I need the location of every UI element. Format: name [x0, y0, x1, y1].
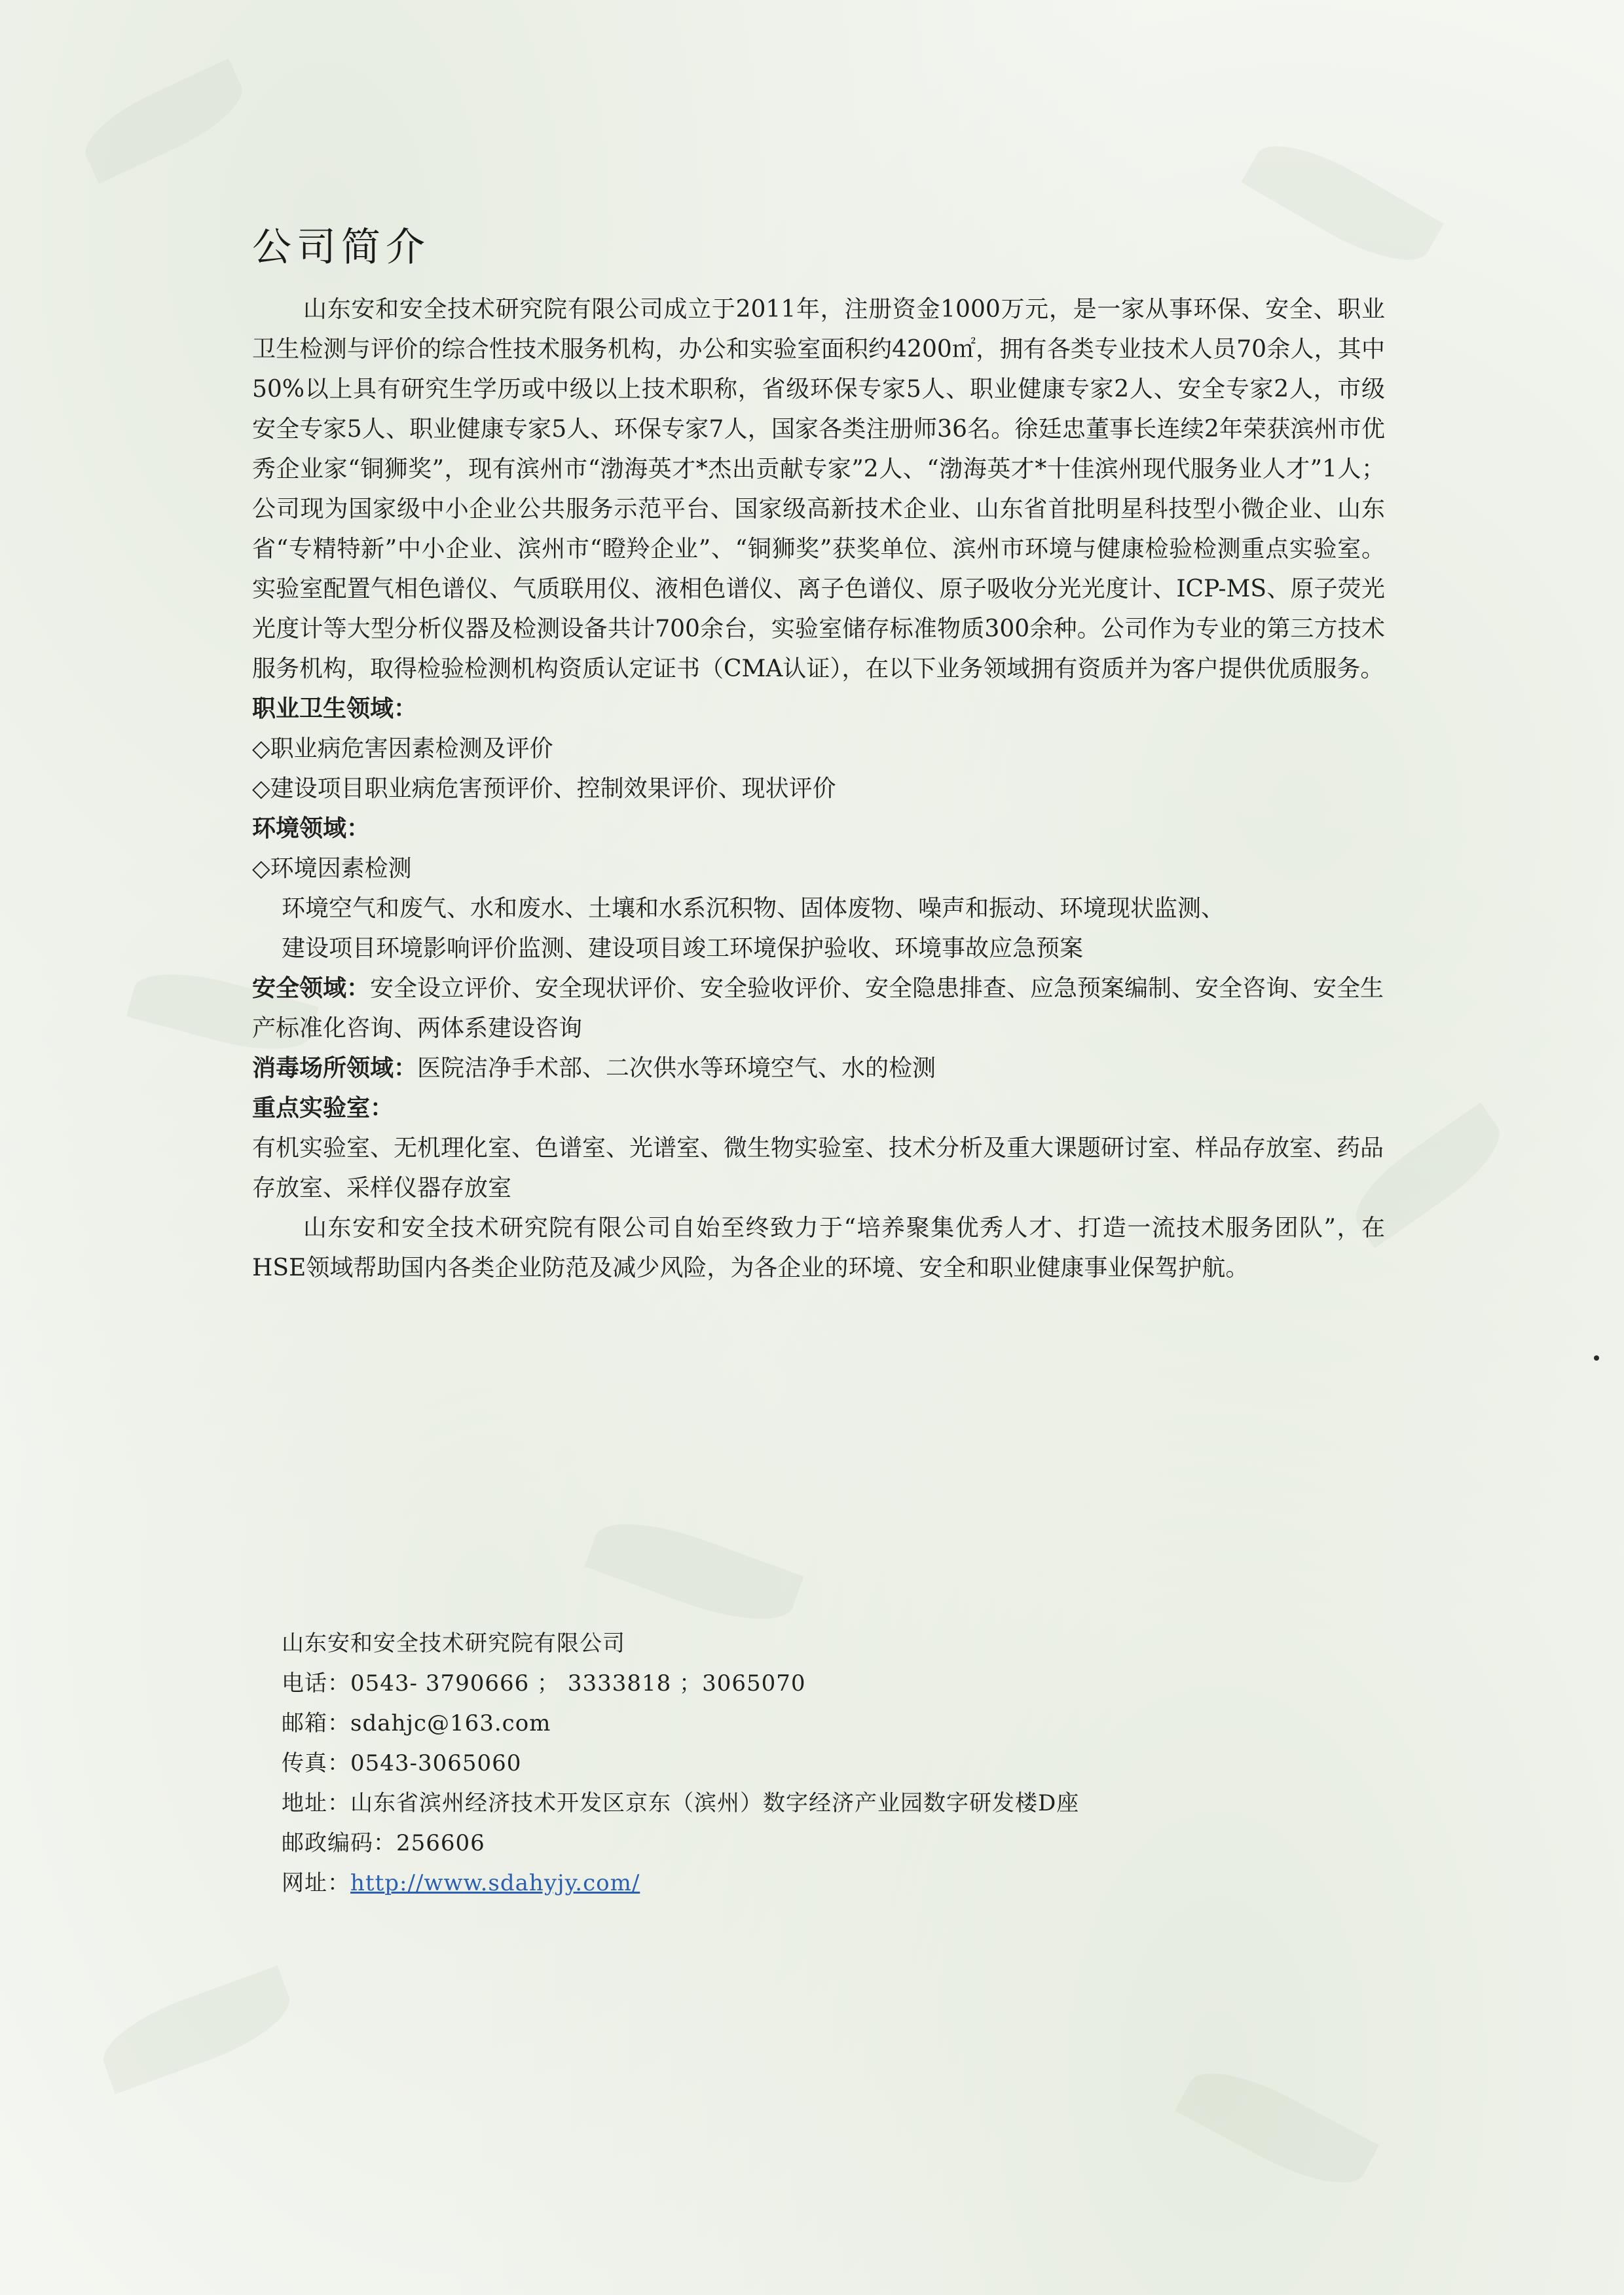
occupational-heading: 职业卫生领域：	[252, 695, 418, 722]
contact-phone: 电话：0543- 3790666 ； 3333818 ；3065070	[282, 1670, 806, 1697]
safety-section	[252, 968, 1385, 1048]
contact-email: 邮箱：sdahjc@163.com	[282, 1710, 551, 1736]
environment-detail: 环境空气和废气、水和废水、土壤和水系沉积物、固体废物、噪声和振动、环境现状监测、	[282, 895, 1225, 922]
labs-text: 有机实验室、无机理化室、色谱室、光谱室、微生物实验室、技术分析及重大课题研讨室、样品存放室、药品存放室、采样仪器存放室	[252, 1135, 1384, 1202]
contact-website	[282, 1864, 1395, 1903]
environment-detail: 建设项目环境影响评价监测、建设项目竣工环境保护验收、环境事故应急预案	[282, 935, 1084, 962]
scan-dot-mark	[1594, 1355, 1599, 1361]
website-link[interactable]: http://www.sdahyjy.com/	[350, 1870, 640, 1896]
website-label: 网址：	[282, 1870, 350, 1896]
safety-text: 安全设立评价、安全现状评价、安全验收评价、安全隐患排查、应急预案编制、安全咨询、安全生产标准化咨询、两体系建设咨询	[252, 975, 1384, 1042]
contact-block	[282, 1624, 1395, 1903]
closing-paragraph: 山东安和安全技术研究院有限公司自始至终致力于“培养聚集优秀人才、打造一流技术服务团队”，在HSE领域帮助国内各类企业防范及减少风险，为各企业的环境、安全和职业健康事业保驾护航。	[252, 1215, 1385, 1281]
main-content	[252, 196, 1385, 1288]
background-leaf-pattern	[1175, 2053, 1379, 2203]
contact-address: 地址：山东省滨州经济技术开发区京东（滨州）数字经济产业园数字研发楼D座	[282, 1790, 1080, 1816]
safety-heading: 安全领域：	[252, 975, 371, 1002]
occupational-item: ◇建设项目职业病危害预评价、控制效果评价、现状评价	[252, 775, 836, 802]
background-leaf-pattern	[93, 1966, 300, 2095]
intro-paragraph: 山东安和安全技术研究院有限公司成立于2011年，注册资金1000万元，是一家从事环保、安全、职业卫生检测与评价的综合性技术服务机构，办公和实验室面积约4200㎡，拥有各类专业技术人员70余人，其中50%以上具有研究生学历或中级以上技术职称，省级环保专家5人、职业健康专家2人、安全专家2人，市级安全专家5人、职业健康专家5人、环保专家7人，国家各类注册师36名。徐廷忠董事长连续2年荣获滨州市优秀企业家“铜狮奖”，现有滨州市“渤海英才*杰出贡献专家”2人、“渤海英才*十佳滨州现代服务业人才”1人；公司现为国家级中小企业公共服务示范平台、国家级高新技术企业、山东省首批明星科技型小微企业、山东省“专精特新”中小企业、滨州市“瞪羚企业”、“铜狮奖”获奖单位、滨州市环境与健康检验检测重点实验室。实验室配置气相色谱仪、气质联用仪、液相色谱仪、离子色谱仪、原子吸收分光光度计、ICP-MS、原子荧光光度计等大型分析仪器及检测设备共计700余台，实验室储存标准物质300余种。公司作为专业的第三方技术服务机构，取得检验检测机构资质认定证书（CMA认证），在以下业务领域拥有资质并为客户提供优质服务。	[252, 296, 1385, 682]
page-title: 公司简介	[252, 225, 430, 270]
environment-heading: 环境领域：	[252, 815, 371, 842]
disinfection-section	[252, 1048, 1385, 1088]
labs-heading: 重点实验室：	[252, 1095, 394, 1122]
contact-fax: 传真：0543-3065060	[282, 1750, 522, 1776]
background-leaf-pattern	[74, 58, 253, 183]
background-leaf-pattern	[585, 1505, 804, 1638]
disinfection-heading: 消毒场所领域：	[252, 1055, 418, 1082]
environment-item: ◇环境因素检测	[252, 855, 412, 882]
contact-postcode: 邮政编码：256606	[282, 1830, 485, 1856]
contact-company: 山东安和安全技术研究院有限公司	[282, 1630, 625, 1657]
occupational-item: ◇职业病危害因素检测及评价	[252, 735, 553, 762]
disinfection-text: 医院洁净手术部、二次供水等环境空气、水的检测	[417, 1055, 936, 1082]
